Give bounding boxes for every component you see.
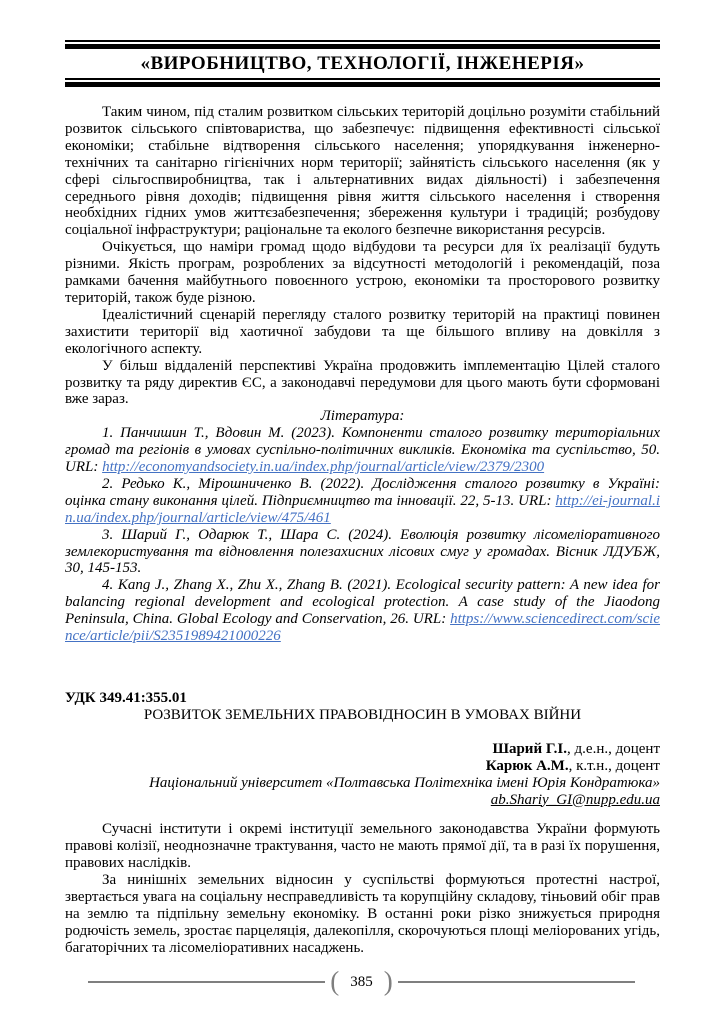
reference-text: 1. Панчишин Т., Вдовин М. (2023). Компоненти сталого розвитку територіальних громад та регіонів в умовах суспільно-політичних викликів. Економіка та суспільство, 50. URL:	[65, 425, 660, 476]
author-degree: , д.е.н., доцент	[567, 740, 660, 757]
section-banner-title: «ВИРОБНИЦТВО, ТЕХНОЛОГІЇ, ІНЖЕНЕРІЯ»	[140, 53, 585, 74]
body-paragraph: У більш віддаленій перспективі Україна продовжить імплементацію Цілей сталого розвитку та ряду директив ЄС, а законодавчі передумови для цього мають бути сформовані вже зараз.	[65, 357, 660, 408]
reference-item	[65, 577, 660, 645]
section-banner	[65, 40, 660, 87]
literature-heading: Література:	[320, 408, 405, 425]
reference-text: 3. Шарий Г., Одарюк Т., Шара С. (2024). Еволюція розвитку лісомеліоративного землекористування та відновлення полезахисних лісових смуг у громадах. Вісник ЛДУБЖ, 30, 145-153.	[65, 526, 660, 577]
body-paragraph: За нинішніх земельних відносин у суспільстві формуються протестні настрої, звертається увага на соціальну несправедливість та корупційну складову, тіньовий обіг прав на землю та підпільну земельну економіку. В останні роки різко знижується природня родючість земель, зростає парцеляція, далекопілля, скорочуються площі меліорованих угідь, багаторічних та лісомеліоративних насаджень.	[65, 872, 660, 956]
reference-link[interactable]: http://ei-journal.in.ua/index.php/journal/article/view/475/461	[65, 492, 660, 526]
reference-link[interactable]: http://economyandsociety.in.ua/index.php/journal/article/view/2379/2300	[102, 459, 545, 476]
reference-item	[65, 476, 660, 527]
article-title: РОЗВИТОК ЗЕМЕЛЬНИХ ПРАВОВІДНОСИН В УМОВАХ ВІЙНИ	[143, 706, 582, 723]
left-bracket-glyph: (	[330, 966, 340, 996]
article-body	[65, 821, 660, 956]
page-number: 385	[350, 974, 373, 990]
banner-top-thin-rule	[65, 40, 660, 42]
body-paragraph: Сучасні інститути і окремі інституції земельного законодавства України формують правові колізії, неоднозначне трактування, часто не мають прямої дії, та в разі їх порушення, правових наслідків.	[65, 821, 660, 872]
footer-rule-left	[88, 981, 325, 983]
reference-text: 2. Редько К., Мірошниченко В. (2022). Дослідження сталого розвитку в Україні: оцінка стану виконання цілей. Підприємництво та інновації. 22, 5-13. URL:	[65, 475, 660, 509]
reference-text: 4. Kang J., Zhang X., Zhu X., Zhang B. (2021). Ecological security pattern: A new idea for balancing regional development and ecological protection. A case study of the Jiaodong Peninsula, China. Global Ecology and Conservation, 26. URL:	[65, 577, 660, 628]
right-bracket-glyph: )	[383, 966, 393, 996]
authors-block	[65, 741, 660, 809]
email-link[interactable]: ab.Shariy_GI@nupp.edu.ua	[490, 791, 660, 808]
author-line	[65, 758, 660, 775]
banner-bottom-thick-rule	[65, 82, 660, 87]
author-degree: , к.т.н., доцент	[568, 757, 660, 774]
banner-bottom-thin-rule	[65, 78, 660, 80]
author-line	[65, 741, 660, 758]
page-footer	[88, 966, 635, 996]
udc-code: УДК 349.41:355.01	[65, 690, 187, 706]
reference-link[interactable]: https://www.sciencedirect.com/science/article/pii/S2351989421000226	[65, 611, 661, 645]
author-name: Шарий Г.І.	[492, 740, 568, 757]
body-paragraph: Таким чином, під сталим розвитком сільських територій доцільно розуміти стабільний розвиток сільського співтовариства, що забезпечує: підвищення ефективності сільської економіки; стабільне відтворення сільського населення; упорядкування інженерно-технічних та санітарно гігієнічних норм території; зайнятість сільського населення (як у сфері сільгоспвиробництва, так і альтернативних видах діяльності) і забезпечення середнього рівня доходів; підвищення рівня життя сільського населення і створення необхідних гідних умов життєзабезпечення; збереження культури і традицій; розбудову соціальної інфраструктури; раціональне та еколого безпечне використання ресурсів.	[65, 104, 660, 239]
body-paragraph: Очікується, що наміри громад щодо відбудови та ресурси для їх реалізації будуть різними. Якість програм, розроблених за відсутності методологій і рекомендацій, поза рамками бачення майбутнього повоєнного устрою, економіки та просторового розвитку територій, також буде різною.	[65, 239, 660, 306]
affiliation: Національний університет «Полтавська Політехніка імені Юрія Кондратюка»	[149, 774, 660, 791]
author-name: Карюк А.М.	[485, 757, 569, 774]
body-paragraph: Ідеалістичний сценарій перегляду сталого розвитку територій на практиці повинен захистити території від хаотичної забудови та ще більшого впливу на довкілля з екологічного аспекту.	[65, 306, 660, 357]
email-line	[65, 792, 660, 809]
footer-rule-right	[398, 981, 635, 983]
reference-item	[65, 425, 660, 476]
reference-item	[65, 527, 660, 578]
